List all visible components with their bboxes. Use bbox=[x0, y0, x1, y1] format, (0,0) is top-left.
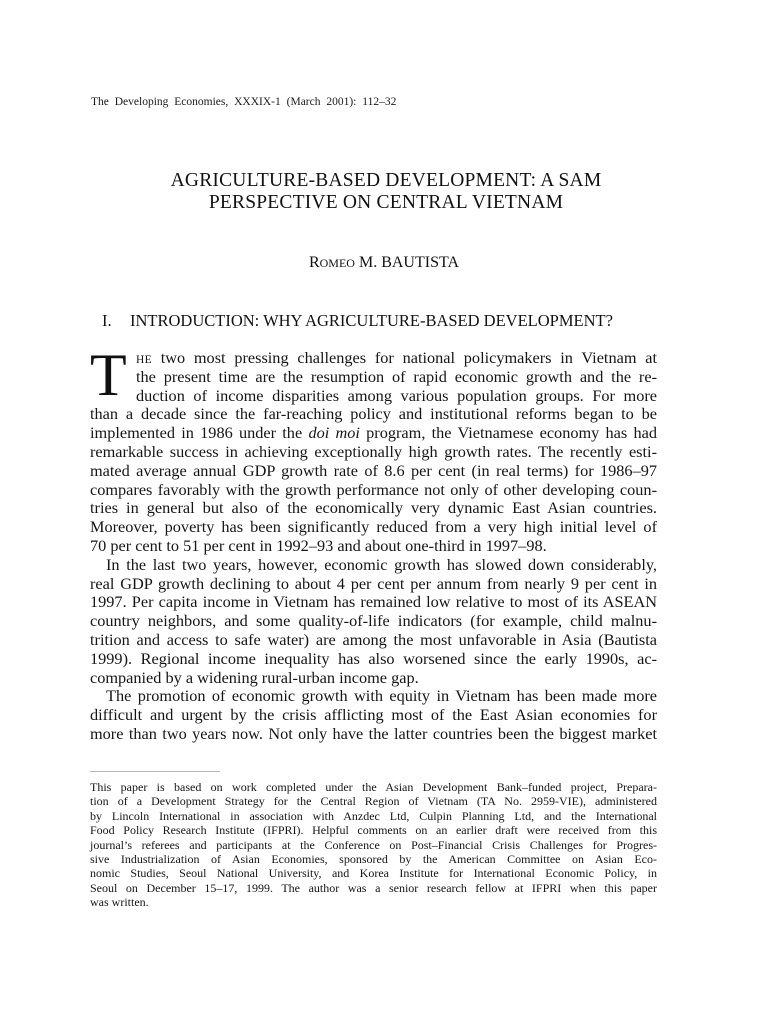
footnote-line: by Lincoln International in association with Anzdec Ltd, Culpin Planning Ltd, and the International bbox=[90, 808, 657, 823]
footnote bbox=[90, 780, 657, 910]
body-line: trition and access to safe water) are among the most unfavorable in Asia (Bautista bbox=[90, 629, 657, 649]
body-line: 1999). Regional income inequality has also worsened since the early 1990s, ac- bbox=[90, 648, 657, 668]
author-name bbox=[0, 254, 768, 272]
section-title: INTRODUCTION: WHY AGRICULTURE-BASED DEVELOPMENT? bbox=[130, 311, 613, 330]
body-line: Moreover, poverty has been significantly reduced from a very high initial level of bbox=[90, 517, 657, 537]
body-line: 1997. Per capita income in Vietnam has remained low relative to most of its ASEAN bbox=[90, 592, 657, 612]
title-line-2: PERSPECTIVE ON CENTRAL VIETNAM bbox=[208, 192, 564, 213]
doi-moi-italic: doi moi bbox=[308, 423, 360, 443]
footnote-line: nomic Studies, Seoul National University, and Korea Institute for International Economic Policy, in bbox=[90, 866, 657, 881]
body-line: 70 per cent to 51 per cent in 1992–93 and about one-third in 1997–98. bbox=[90, 535, 547, 555]
footnote-line: was written. bbox=[90, 895, 149, 910]
body-line: than a decade since the far-reaching policy and institutional reforms began to be bbox=[90, 404, 657, 424]
footnote-line: tion of a Development Strategy for the Central Region of Vietnam (TA No. 2959-VIE), administered bbox=[90, 794, 657, 809]
footnote-line: Seoul on December 15–17, 1999. The author was a senior research fellow at IFPRI when this paper bbox=[90, 880, 657, 895]
body-text bbox=[90, 342, 657, 744]
author-first-rest: OMEO bbox=[319, 256, 355, 270]
journal-citation: The Developing Economies, XXXIX-1 (March 2001): 112–32 bbox=[91, 96, 397, 108]
footnote-line: This paper is based on work completed under the Asian Development Bank–funded project, Prepara- bbox=[90, 780, 657, 794]
title-line-1: AGRICULTURE-BASED DEVELOPMENT: A SAM bbox=[170, 170, 602, 191]
smallcaps-lead: HE bbox=[136, 354, 152, 366]
body-line: mated average annual GDP growth rate of 8.6 per cent (in real terms) for 1986–97 bbox=[90, 460, 657, 480]
body-line: duction of income disparities among various population groups. For more bbox=[136, 385, 657, 405]
footnote-line: Food Policy Research Institute (IFPRI). Helpful comments on an earlier draft were received from this bbox=[90, 823, 657, 838]
footnote-rule bbox=[90, 771, 220, 772]
body-line: implemented in 1986 under the doi moi program, the Vietnamese economy has had bbox=[90, 423, 657, 443]
body-line: real GDP growth declining to about 4 per cent per annum from nearly 9 per cent in bbox=[90, 573, 657, 593]
footnote-line: sive Industrialization of Asian Economies, sponsored by the American Committee on Asian Eco- bbox=[90, 851, 657, 866]
author-rest: M. BAUTISTA bbox=[354, 254, 460, 271]
body-line: companied by a widening rural-urban income gap. bbox=[90, 667, 419, 687]
drop-cap: T bbox=[90, 342, 127, 408]
body-line: country neighbors, and some quality-of-life indicators (for example, child malnu- bbox=[90, 611, 657, 631]
article-title bbox=[60, 170, 712, 214]
body-line: difficult and urgent by the crisis afflicting most of the East Asian economies for bbox=[90, 705, 657, 725]
body-line: remarkable success in achieving exceptionally high growth rates. The recently esti- bbox=[90, 441, 657, 461]
body-line: tries in general but also of the economically very dynamic East Asian countries. bbox=[90, 498, 657, 518]
body-line: The promotion of economic growth with equity in Vietnam has been made more bbox=[106, 686, 657, 706]
body-line: the present time are the resumption of rapid economic growth and the re- bbox=[136, 366, 657, 386]
author-first-initial: R bbox=[308, 254, 320, 271]
section-number: I. bbox=[102, 311, 112, 330]
body-line: In the last two years, however, economic growth has slowed down considerably, bbox=[106, 554, 657, 574]
section-heading bbox=[102, 311, 613, 331]
body-line: HE two most pressing challenges for national policymakers in Vietnam at bbox=[136, 348, 657, 367]
footnote-line: journal’s referees and participants at the Conference on Post–Financial Crisis Challenges for Progres- bbox=[90, 837, 657, 852]
body-line: more than two years now. Not only have the latter countries been the biggest market bbox=[90, 723, 657, 743]
body-line: compares favorably with the growth performance not only of other developing coun- bbox=[90, 479, 657, 499]
